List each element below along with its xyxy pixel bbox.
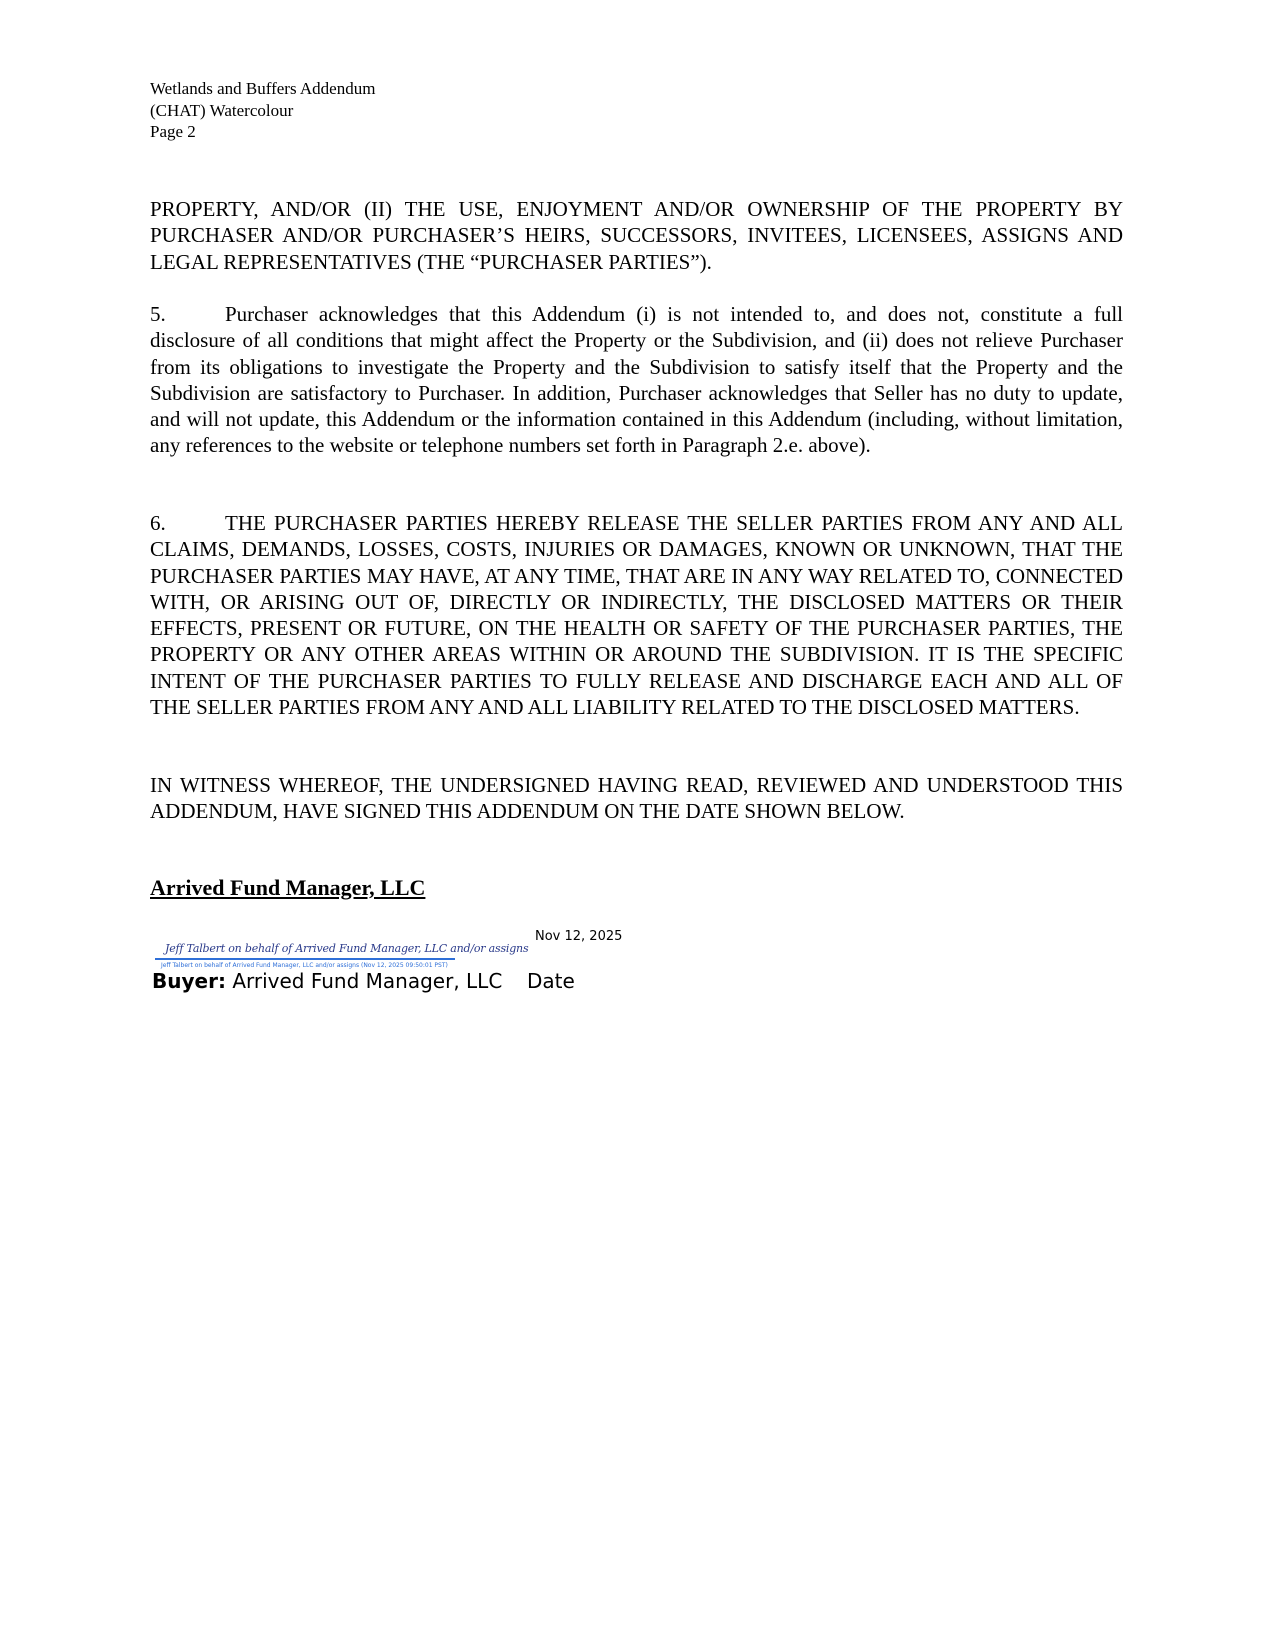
signature-date-value: Nov 12, 2025 bbox=[535, 929, 623, 944]
paragraph-5 bbox=[150, 301, 1123, 459]
signature-line bbox=[155, 958, 455, 960]
paragraph-5-text: Purchaser acknowledges that this Addendum (i) is not intended to, and does not, constitute a full disclosure of all conditions that might affect the Property or the Subdivision, and (ii) does not relieve Purchaser from its obligations to investigate the Property and the Subdivision to satisfy itself that the Property and the Subdivision are satisfactory to Purchaser. In addition, Purchaser acknowledges that Seller has no duty to update, and will not update, this Addendum or the information contained in this Addendum (including, without limitation, any references to the website or telephone numbers set forth in Paragraph 2.e. above). bbox=[150, 302, 1123, 458]
header-page-number: Page 2 bbox=[150, 122, 196, 141]
header-subtitle: (CHAT) Watercolour bbox=[150, 100, 294, 120]
signature-timestamp: Jeff Talbert on behalf of Arrived Fund Manager, LLC and/or assigns (Nov 12, 2025 09:50:01 PST) bbox=[161, 962, 448, 969]
paragraph-5-number: 5. bbox=[150, 302, 166, 326]
paragraph-6-number: 6. bbox=[150, 511, 166, 535]
page-header bbox=[150, 78, 375, 143]
paragraph-continuation-text: PROPERTY, AND/OR (II) THE USE, ENJOYMENT AND/OR OWNERSHIP OF THE PROPERTY BY PURCHASER AND/OR PURCHASER’S HEIRS, SUCCESSORS, INVITEES, LICENSEES, ASSIGNS AND LEGAL REPRESENTATIVES (THE “PURCHASER PARTIES”). bbox=[150, 197, 1123, 274]
witness-clause bbox=[150, 772, 1123, 825]
signatory-company: Arrived Fund Manager, LLC bbox=[150, 875, 426, 900]
date-label: Date bbox=[527, 969, 575, 993]
buyer-name: Arrived Fund Manager, LLC bbox=[232, 969, 503, 993]
buyer-caption bbox=[152, 969, 502, 993]
witness-clause-text: IN WITNESS WHEREOF, THE UNDERSIGNED HAVING READ, REVIEWED AND UNDERSTOOD THIS ADDENDUM, HAVE SIGNED THIS ADDENDUM ON THE DATE SHOWN BELOW. bbox=[150, 773, 1123, 824]
handwritten-signature: Jeff Talbert on behalf of Arrived Fund Manager, LLC and/or assigns bbox=[165, 942, 529, 955]
buyer-label: Buyer: bbox=[152, 969, 226, 993]
paragraph-continuation bbox=[150, 196, 1123, 275]
paragraph-6 bbox=[150, 510, 1123, 720]
header-title: Wetlands and Buffers Addendum bbox=[150, 79, 376, 98]
paragraph-6-text: THE PURCHASER PARTIES HEREBY RELEASE THE SELLER PARTIES FROM ANY AND ALL CLAIMS, DEMANDS, LOSSES, COSTS, INJURIES OR DAMAGES, KNOWN OR UNKNOWN, THAT THE PURCHASER PARTIES MAY HAVE, AT ANY TIME, THAT ARE IN ANY WAY RELATED TO, CONNECTED WITH, OR ARISING OUT OF, DIRECTLY OR INDIRECTLY, THE DISCLOSED MATTERS OR THEIR EFFECTS, PRESENT OR FUTURE, ON THE HEALTH OR SAFETY OF THE PURCHASER PARTIES, THE PROPERTY OR ANY OTHER AREAS WITHIN OR AROUND THE SUBDIVISION. IT IS THE SPECIFIC INTENT OF THE PURCHASER PARTIES TO FULLY RELEASE AND DISCHARGE EACH AND ALL OF THE SELLER PARTIES FROM ANY AND ALL LIABILITY RELATED TO THE DISCLOSED MATTERS. bbox=[150, 511, 1123, 720]
